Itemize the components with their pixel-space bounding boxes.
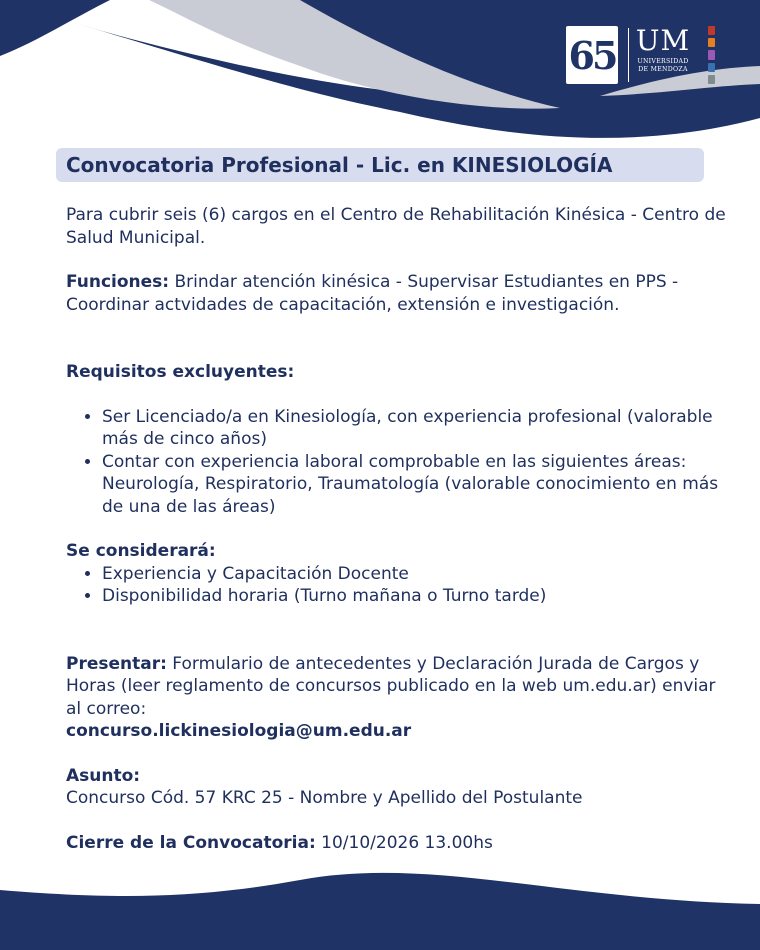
considerara-heading-text: Se considerará: [66,541,216,561]
color-bar [708,26,715,35]
university-logo [634,24,692,74]
cierre-label: Cierre de la Convocatoria: [66,832,316,853]
brand-initials: UM [635,24,691,57]
announcement-body [66,204,736,854]
presentar-label: Presentar: [66,653,167,674]
color-bar [708,50,715,59]
intro-text: Para cubrir seis (6) cargos en el Centro de Rehabilitación Kinésica - Centro de Salud Municipal. [66,205,726,248]
bottom-wave [0,873,760,950]
cierre-paragraph [66,832,736,855]
color-bar [708,38,715,47]
presentar-text: Formulario de antecedentes y Declaración Jurada de Cargos y Horas (leer reglamento de concursos publicado en la web um.edu.ar) enviar al correo: [66,653,716,719]
anniversary-logo [566,26,618,84]
list-item: • Ser Licenciado/a en Kinesiología, con experiencia profesional (valorable más de cinco años) [102,406,736,451]
asunto-heading [66,765,736,788]
considerara-list [66,563,736,608]
funciones-text: Brindar atención kinésica - Supervisar Estudiantes en PPS - Coordinar actvidades de capacitación, extensión e investigación. [66,272,679,315]
funciones-label: Funciones: [66,272,170,292]
anniversary-number: 65 [568,32,616,78]
presentar-paragraph [66,653,736,721]
requisitos-list [66,406,736,519]
list-item: • Contar con experiencia laboral comprobable en las siguientes áreas: Neurología, Respiratorio, Traumatología (valorable conocimiento en más de una de las áreas) [102,451,736,519]
funciones-paragraph [66,271,736,316]
requisitos-heading [66,361,736,384]
logo-color-bars [708,26,715,84]
color-bar [708,75,715,84]
requisitos-heading-text: Requisitos excluyentes: [66,362,295,382]
brand-line-2: DE MENDOZA [638,66,688,73]
asunto-text: Concurso Cód. 57 KRC 25 - Nombre y Apellido del Postulante [66,788,583,808]
logo [566,24,726,88]
list-item: • Disponibilidad horaria (Turno mañana o Turno tarde) [102,585,736,608]
color-bar [708,63,715,72]
asunto-label: Asunto: [66,765,141,786]
title-banner [56,148,704,182]
considerara-heading [66,540,736,563]
logo-divider [628,28,629,82]
brand-line-1: UNIVERSIDAD [637,58,689,65]
contact-email[interactable]: concurso.lickinesiologia@um.edu.ar [66,721,412,741]
list-item: • Experiencia y Capacitación Docente [102,563,736,586]
page-title: Convocatoria Profesional - Lic. en KINESIOLOGÍA [66,153,613,177]
cierre-date: 10/10/2026 13.00hs [315,832,493,853]
